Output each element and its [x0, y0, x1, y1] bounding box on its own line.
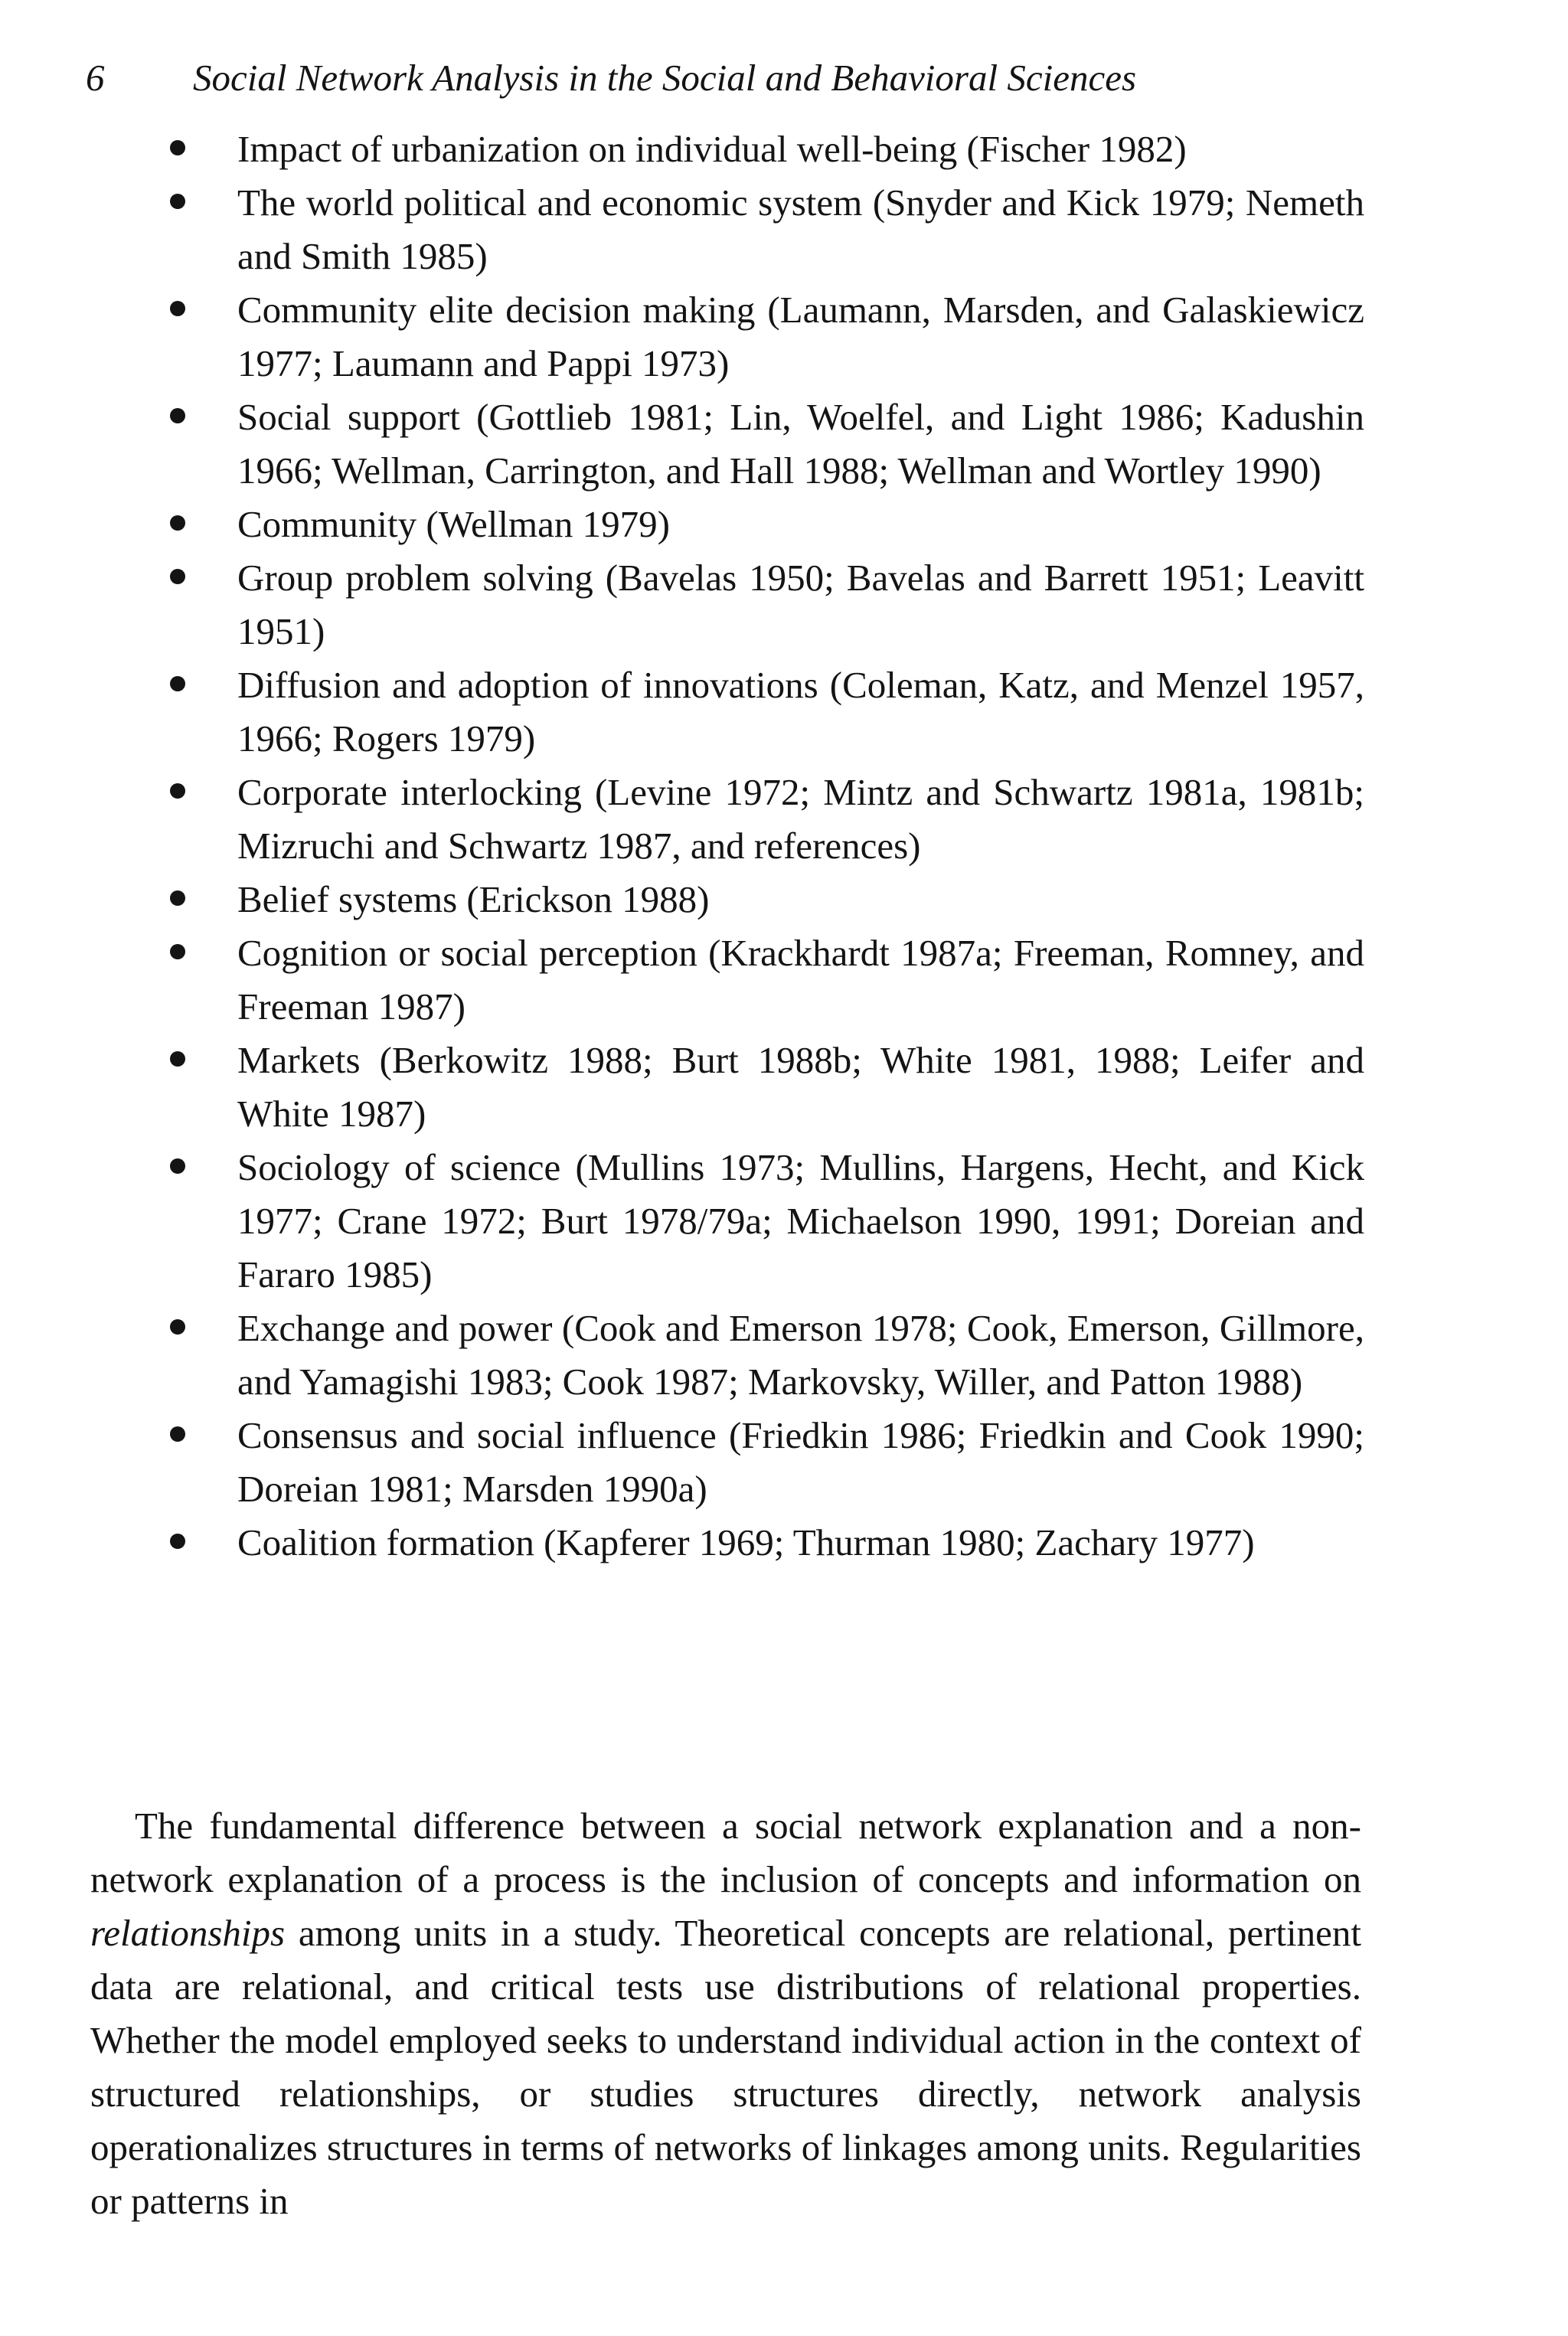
page-number: 6 [86, 57, 105, 99]
list-item-text: Exchange and power (Cook and Emerson 1978; Cook, Emerson, Gillmore, and Yamagishi 1983; Cook 1987; Markovsky, Willer, and Patton 1988) [237, 1307, 1364, 1403]
list-item [170, 123, 1364, 176]
list-item [170, 498, 1364, 551]
list-item [170, 176, 1364, 283]
body-paragraph [90, 1799, 1361, 2228]
paragraph-text-part-2: among units in a study. Theoretical concepts are relational, pertinent data are relational, and critical tests use distributions of relational properties. Whether the model employed seeks to understand individual action in the context of structured relationships, or studies structures directly, network analysis operationalizes structures in terms of networks of linkages among units. Regularities or patterns in [90, 1912, 1361, 2222]
bullet-dot-icon [170, 1534, 185, 1549]
bullet-dot-icon [170, 944, 185, 959]
list-item [170, 1141, 1364, 1302]
list-item-text: Community elite decision making (Laumann, Marsden, and Galaskiewicz 1977; Laumann and Pappi 1973) [237, 289, 1364, 384]
list-item [170, 551, 1364, 658]
list-item [170, 390, 1364, 498]
list-item [170, 283, 1364, 390]
list-item [170, 1302, 1364, 1409]
list-item-text: Markets (Berkowitz 1988; Burt 1988b; White 1981, 1988; Leifer and White 1987) [237, 1039, 1364, 1135]
bullet-dot-icon [170, 569, 185, 584]
list-item-text: The world political and economic system (Snyder and Kick 1979; Nemeth and Smith 1985) [237, 181, 1364, 277]
list-item-text: Consensus and social influence (Friedkin 1986; Friedkin and Cook 1990; Doreian 1981; Marsden 1990a) [237, 1414, 1364, 1510]
list-item-text: Sociology of science (Mullins 1973; Mullins, Hargens, Hecht, and Kick 1977; Crane 1972; Burt 1978/79a; Michaelson 1990, 1991; Doreian and Fararo 1985) [237, 1146, 1364, 1295]
list-item-text: Belief systems (Erickson 1988) [237, 878, 710, 920]
list-item-text: Coalition formation (Kapferer 1969; Thurman 1980; Zachary 1977) [237, 1521, 1255, 1563]
research-topics-list [170, 123, 1364, 1570]
list-item-text: Group problem solving (Bavelas 1950; Bavelas and Barrett 1951; Leavitt 1951) [237, 557, 1364, 652]
list-item [170, 1516, 1364, 1570]
list-item [170, 658, 1364, 766]
list-item-text: Diffusion and adoption of innovations (Coleman, Katz, and Menzel 1957, 1966; Rogers 1979) [237, 664, 1364, 760]
bullet-dot-icon [170, 1426, 185, 1442]
list-item [170, 766, 1364, 873]
bullet-dot-icon [170, 408, 185, 423]
emphasized-term: relationships [90, 1912, 286, 1954]
bullet-dot-icon [170, 1158, 185, 1174]
list-item-text: Corporate interlocking (Levine 1972; Mintz and Schwartz 1981a, 1981b; Mizruchi and Schwartz 1987, and references) [237, 771, 1364, 867]
bullet-dot-icon [170, 1319, 185, 1335]
list-item [170, 873, 1364, 926]
bullet-dot-icon [170, 301, 185, 316]
running-title: Social Network Analysis in the Social and Behavioral Sciences [193, 57, 1137, 99]
list-item [170, 1409, 1364, 1516]
list-item-text: Cognition or social perception (Krackhardt 1987a; Freeman, Romney, and Freeman 1987) [237, 932, 1364, 1028]
bullet-dot-icon [170, 1051, 185, 1067]
bullet-dot-icon [170, 676, 185, 691]
bullet-dot-icon [170, 140, 185, 155]
list-item-text: Impact of urbanization on individual well-being (Fischer 1982) [237, 128, 1187, 170]
running-head [86, 47, 1403, 109]
bullet-dot-icon [170, 194, 185, 209]
paragraph-text-part-1: The fundamental difference between a social network explanation and a non-network explanation of a process is the inclusion of concepts and information on [90, 1805, 1361, 1900]
list-item-text: Social support (Gottlieb 1981; Lin, Woelfel, and Light 1986; Kadushin 1966; Wellman, Carrington, and Hall 1988; Wellman and Wortley 1990) [237, 396, 1364, 492]
list-item [170, 1034, 1364, 1141]
bullet-dot-icon [170, 783, 185, 799]
list-item-text: Community (Wellman 1979) [237, 503, 670, 545]
bullet-dot-icon [170, 515, 185, 531]
list-item [170, 926, 1364, 1034]
bullet-dot-icon [170, 890, 185, 906]
